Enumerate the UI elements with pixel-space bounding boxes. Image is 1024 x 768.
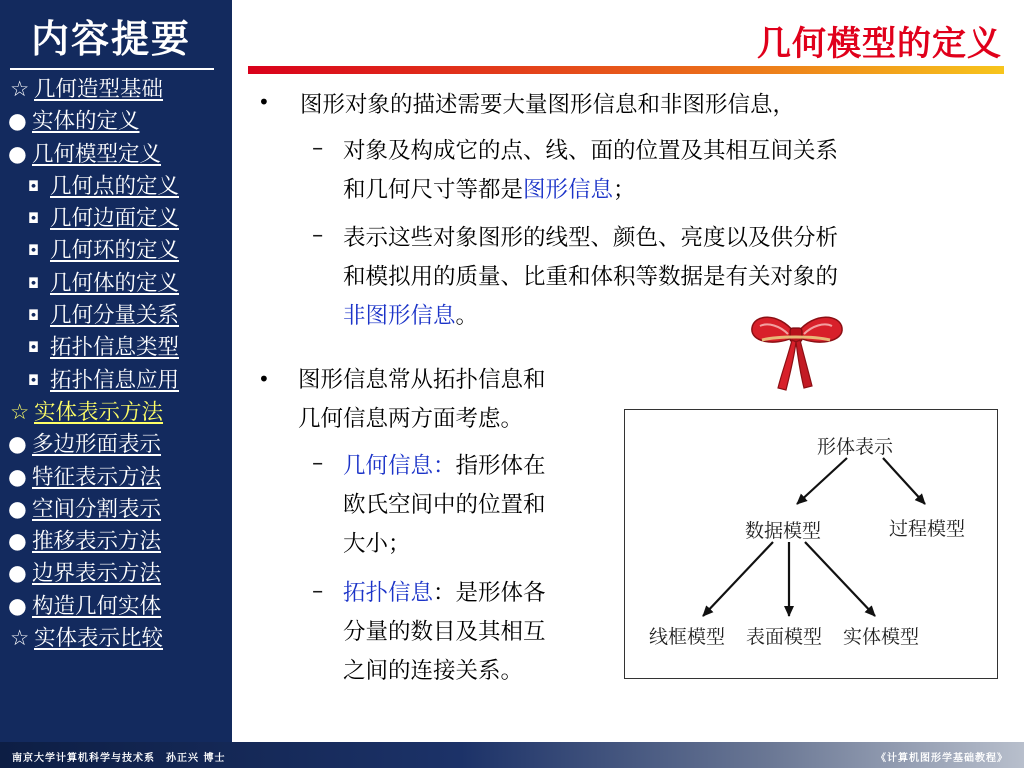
nav-item-boundary-representation[interactable]: ● 边界表示方法 [8,558,224,590]
bullet-icon: ● [8,561,27,587]
bullet-icon: ● [8,141,27,167]
highlight-graphic-info: 图形信息 [523,177,614,203]
nav-item-geometric-modeling-basics[interactable]: ☆ 几何造型基础 [8,74,224,106]
nav-item-representation-comparison[interactable]: ☆ 实体表示比较 [8,623,224,655]
dash-icon: – [312,222,324,248]
bullet-icon: ● [8,109,27,135]
highlight-non-graphic-info: 非图形信息 [343,303,456,329]
footer-author: 南京大学计算机科学与技术系 孙正兴 博士 [12,753,226,764]
bullet-icon: ● [8,464,27,490]
diagram-node-solid: 实体模型 [843,626,920,648]
bullet2-sub2-line2: 分量的数目及其相互 [343,619,546,645]
bullet2-sub2-line3: 之间的连接关系。 [343,658,524,684]
nav-item-spatial-partition[interactable]: ● 空间分割表示 [8,494,224,526]
diagram-node-wireframe: 线框模型 [649,626,726,648]
nav-item-feature-representation[interactable]: ● 特征表示方法 [8,462,224,494]
bullet1-sub1-line2: 和几何尺寸等都是图形信息； [343,177,636,203]
bullet1-sub2-line2: 和模拟用的质量、比重和体积等数据是有关对象的 [343,264,839,290]
page-title: 几何模型的定义 [757,24,1002,64]
nav-item-sweep-representation[interactable]: ● 推移表示方法 [8,526,224,558]
nav-item-topology-applications[interactable]: ◘ 拓扑信息应用 [8,365,224,397]
bullet1-sub1-line1: 对象及构成它的点、线、面的位置及其相互间关系 [343,138,839,164]
star-icon: ☆ [10,626,30,652]
bullet1-text: 图形对象的描述需要大量图形信息和非图形信息， [300,92,796,118]
bullet-icon: ● [8,529,27,555]
footer-bar [0,742,1024,768]
bullet-icon: ● [8,432,27,458]
square-bullet-icon: ◘ [28,243,40,260]
diagram-node-surface: 表面模型 [746,626,823,648]
diagram-node-root: 形体表示 [817,436,894,458]
square-bullet-icon: ◘ [28,308,40,325]
bullet2-line1: 图形信息常从拓扑信息和 [298,367,546,393]
diagram-node-process-model: 过程模型 [889,518,966,540]
bullet-icon: ● [8,593,27,619]
sidebar-title: 内容提要 [30,16,191,61]
bullet-icon: • [258,90,270,114]
nav-item-component-relations[interactable]: ◘ 几何分量关系 [8,300,224,332]
bullet-icon: • [258,367,270,391]
ribbon-bow-icon [748,306,844,394]
diagram-node-data-model: 数据模型 [745,520,822,542]
bullet2-line2: 几何信息两方面考虑。 [298,406,524,432]
square-bullet-icon: ◘ [28,372,40,389]
representation-diagram [624,409,998,679]
nav-item-loop-definition[interactable]: ◘ 几何环的定义 [8,235,224,267]
star-icon: ☆ [10,399,30,425]
footer-course: 《计算机图形学基础教程》 [876,753,1008,764]
bullet1-sub2-line1: 表示这些对象图形的线型、颜色、亮度以及供分析 [343,225,839,251]
nav-item-edge-face-definition[interactable]: ◘ 几何边面定义 [8,203,224,235]
square-bullet-icon: ◘ [28,178,40,195]
star-icon: ☆ [10,77,30,102]
bullet1-sub2-line3: 非图形信息。 [343,303,479,329]
nav-item-solid-definition[interactable]: ● 实体的定义 [8,106,224,138]
bullet-icon: ● [8,496,27,522]
dash-icon: – [312,578,324,604]
square-bullet-icon: ◘ [28,211,40,228]
square-bullet-icon: ◘ [28,275,40,292]
bullet2-sub1-line2: 欧氏空间中的位置和 [343,492,546,518]
bullet2-sub1-line1: 几何信息：指形体在 [343,453,546,479]
highlight-topology-info: 拓扑信息 [343,580,434,606]
bullet2-sub1-line3: 大小； [343,531,411,557]
nav-item-point-definition[interactable]: ◘ 几何点的定义 [8,171,224,203]
nav-item-topology-types[interactable]: ◘ 拓扑信息类型 [8,332,224,364]
bullet2-sub2-line1: 拓扑信息：是形体各 [343,580,546,606]
nav-item-body-definition[interactable]: ◘ 几何体的定义 [8,268,224,300]
nav-item-geometric-model-definition[interactable]: ● 几何模型定义 [8,139,224,171]
nav-item-solid-representation-methods[interactable]: ☆ 实体表示方法 [8,397,224,429]
nav-item-csg[interactable]: ● 构造几何实体 [8,591,224,623]
highlight-geometric-info: 几何信息： [343,453,456,479]
dash-icon: – [312,450,324,476]
nav-item-polygon-face-representation[interactable]: ● 多边形面表示 [8,429,224,461]
dash-icon: – [312,135,324,161]
square-bullet-icon: ◘ [28,340,40,357]
